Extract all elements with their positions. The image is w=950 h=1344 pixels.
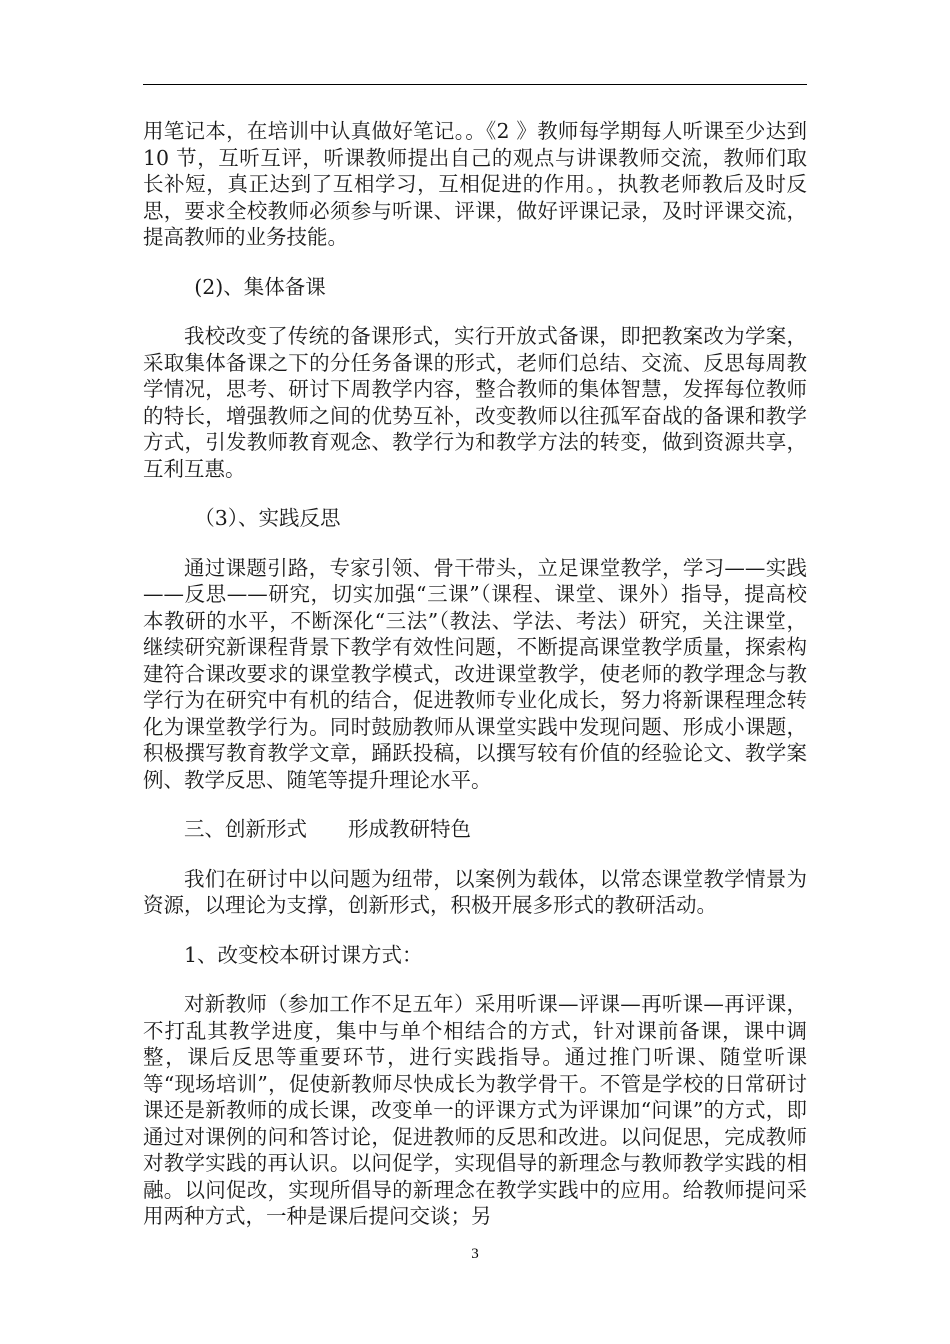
paragraph: 我校改变了传统的备课形式，实行开放式备课，即把教案改为学案，采取集体备课之下的分任务备课的形式，老师们总结、交流、反思每周教学情况，思考、研讨下周教学内容，整合教师的集体智慧，发挥每位教师的特长，增强教师之间的优势互补，改变教师以往孤军奋战的备课和教学方式，引发教师教育观念、教学行为和教学方法的转变，做到资源共享，互利互惠。 xyxy=(143,324,807,481)
section-heading: 三、创新形式 形成教研特色 xyxy=(184,817,471,841)
section-heading: （3）、实践反思 xyxy=(194,506,341,530)
paragraph: 我们在研讨中以问题为纽带，以案例为载体，以常态课堂教学情景为资源，以理论为支撑，创新形式，积极开展多形式的教研活动。 xyxy=(143,866,807,917)
header-rule xyxy=(143,84,807,85)
paragraph: 用笔记本，在培训中认真做好笔记。。《2 》教师每学期每人听课至少达到 10 节，互听互评，听课教师提出自己的观点与讲课教师交流，教师们取长补短，真正达到了互相学习，互相促进的作用。，执教老师教后及时反思，要求全校教师必须参与听课、评课，做好评课记录，及时评课交流，提高教师的业务技能。 xyxy=(143,119,807,249)
section-heading: (2)、集体备课 xyxy=(194,274,326,299)
subsection-heading: 1、改变校本研讨课方式： xyxy=(184,942,423,967)
paragraph: 对新教师（参加工作不足五年）采用听课—评课—再听课—再评课，不打乱其教学进度，集中与单个相结合的方式，针对课前备课，课中调整，课后反思等重要环节，进行实践指导。通过推门听课、随堂听课等“现场培训”，促使新教师尽快成长为教学骨干。不管是学校的日常研讨课还是新教师的成长课，改变单一的评课方式为评课加“问课”的方式，即通过对课例的问和答讨论，促进教师的反思和改进。以问促思，完成教师对教学实践的再认识。以问促学，实现倡导的新理念与教师教学实践的相融。以问促改，实现所倡导的新理念在教学实践中的应用。给教师提问采用两种方式，一种是课后提问交谈；另 xyxy=(143,992,807,1228)
document-body xyxy=(143,118,807,1230)
paragraph: 通过课题引路，专家引领、骨干带头，立足课堂教学，学习——实践——反思——研究，切实加强“三课”（课程、课堂、课外）指导，提高校本教研的水平，不断深化“三法”（教法、学法、考法）研究，关注课堂，继续研究新课程背景下教学有效性问题，不断提高课堂教学质量，探索构建符合课改要求的课堂教学模式，改进课堂教学，使老师的教学理念与教学行为在研究中有机的结合，促进教师专业化成长，努力将新课程理念转化为课堂教学行为。同时鼓励教师从课堂实践中发现问题、形成小课题，积极撰写教育教学文章，踊跃投稿，以撰写较有价值的经验论文、教学案例、教学反思、随笔等提升理论水平。 xyxy=(143,555,807,792)
page-number: 3 xyxy=(471,1246,479,1262)
